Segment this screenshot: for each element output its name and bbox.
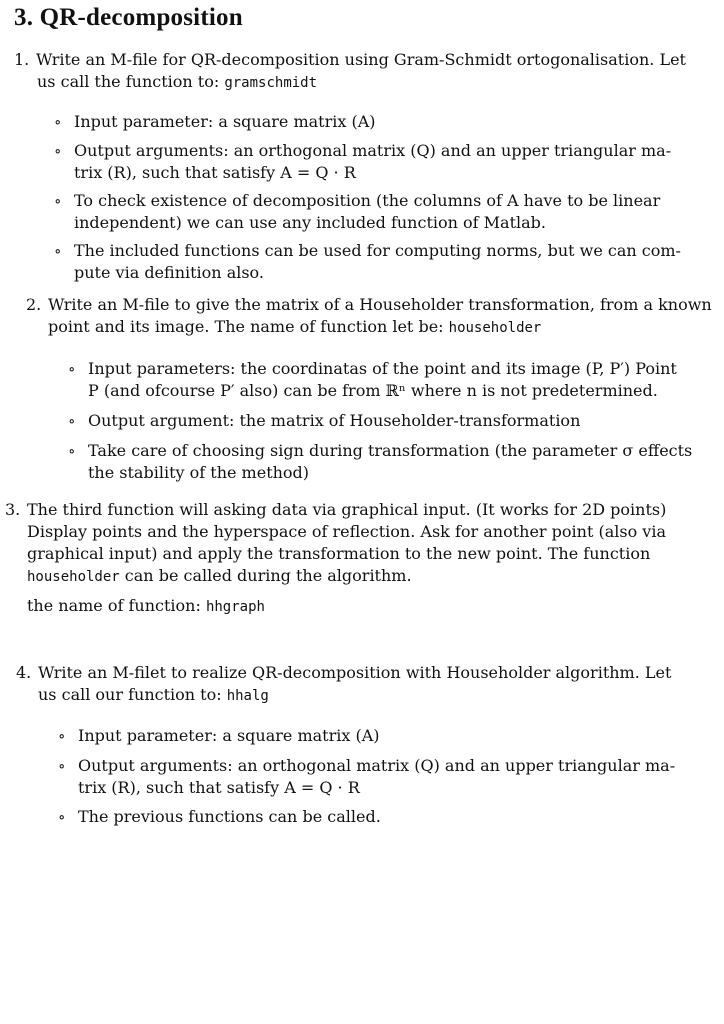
task-description [27, 499, 666, 618]
text-line: us call our function to: hhalg [38, 685, 269, 704]
list-item: ∘ Output arguments: an orthogonal matrix (Q) and an upper triangular ma- trix (R), such that satisfy A = Q · R [54, 141, 672, 182]
list-item: ∘ To check existence of decomposition (the columns of A have to be linear independent) we can use any included function of Matlab. [54, 191, 661, 232]
list-item: ∘ Take care of choosing sign during transformation (the parameter σ effects the stability of the method) [68, 441, 693, 482]
list-item: ∘ Input parameter: a square matrix (A) [54, 112, 376, 131]
function-name: hhalg [226, 688, 269, 704]
task-number: 2. [26, 295, 42, 314]
task-number: 3. [5, 500, 21, 519]
bullet-list [58, 725, 676, 830]
list-item: ∘ The included functions can be used for computing norms, but we can com- pute via definition also. [54, 241, 681, 282]
text-line: us call the function to: gramschmidt [37, 72, 318, 91]
function-name: hhgraph [205, 599, 265, 615]
section-title: 3. QR-decomposition [14, 4, 243, 31]
text-line: Write an M-filet to realize QR-decomposition with Householder algorithm. Let [38, 663, 672, 682]
function-name: gramschmidt [224, 75, 318, 91]
task-description [48, 294, 712, 339]
list-item: ∘ Input parameter: a square matrix (A) [58, 726, 380, 745]
task-number: 1. [14, 50, 30, 69]
text-line: The third function will asking data via graphical input. (It works for 2D points) [27, 500, 667, 519]
text-line: graphical input) and apply the transformation to the new point. The function [27, 544, 651, 563]
task-description [38, 662, 671, 707]
list-item: ∘ Input parameters: the coordinatas of the point and its image (P, P′) Point P (and ofcourse P′ also) can be from ℝⁿ where n is not predetermined. [68, 359, 677, 400]
list-item: ∘ The previous functions can be called. [58, 807, 381, 826]
bullet-list [54, 111, 681, 290]
text-line: the name of function: hhgraph [27, 596, 265, 615]
text-line: point and its image. The name of function let be: householder [48, 317, 542, 336]
bullet-list [68, 358, 693, 490]
function-name: householder [448, 320, 542, 336]
function-name: householder [27, 569, 120, 585]
list-item: ∘ Output argument: the matrix of Householder-transformation [68, 411, 581, 430]
text-line: Display points and the hyperspace of reflection. Ask for another point (also via [27, 522, 666, 541]
task-description [36, 49, 686, 94]
text-line: householder can be called during the algorithm. [27, 566, 412, 585]
list-item: ∘ Output arguments: an orthogonal matrix (Q) and an upper triangular ma- trix (R), such that satisfy A = Q · R [58, 756, 676, 797]
text-line: Write an M-file to give the matrix of a Householder transformation, from a known [48, 295, 712, 314]
text-line: Write an M-file for QR-decomposition using Gram-Schmidt ortogonalisation. Let [36, 50, 686, 69]
task-number: 4. [16, 663, 32, 682]
